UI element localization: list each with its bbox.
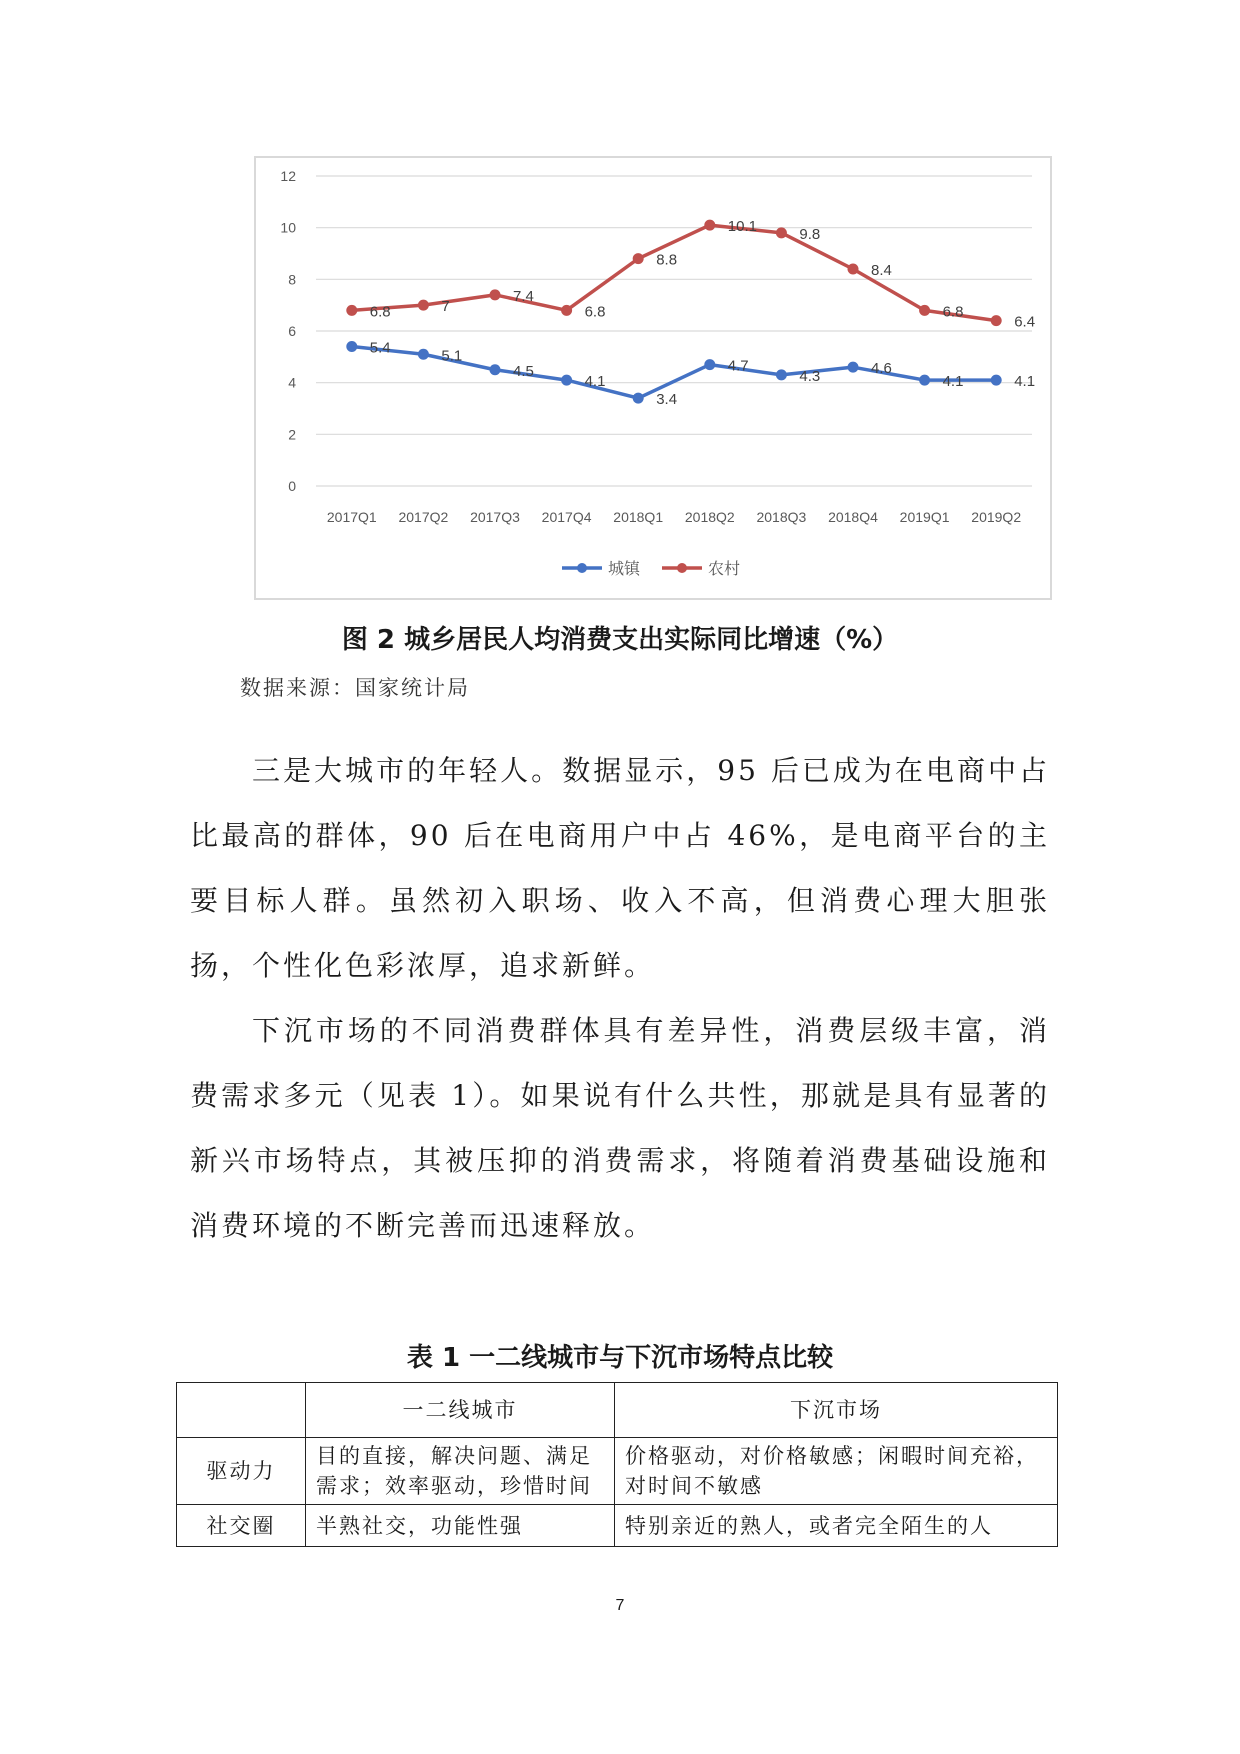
table-row <box>177 1438 1058 1505</box>
y-tick-label: 10 <box>280 219 296 236</box>
table-header-row <box>177 1383 1058 1438</box>
comparison-table <box>176 1382 1058 1547</box>
body-paragraph-2: 下沉市场的不同消费群体具有差异性，消费层级丰富，消费需求多元（见表 1）。如果说有什么共性，那就是具有显著的新兴市场特点，其被压抑的消费需求，将随着消费基础设施和消费环境的不断完善而迅速释放。 <box>190 1014 1050 1242</box>
x-tick-label: 2017Q2 <box>398 509 449 525</box>
table-row <box>177 1505 1058 1547</box>
data-label: 6.8 <box>942 303 964 321</box>
data-label: 6.8 <box>584 303 606 321</box>
table-header-cell <box>177 1383 306 1438</box>
data-label: 10.1 <box>727 218 758 236</box>
body-paragraph-1: 三是大城市的年轻人。数据显示，95 后已成为在电商中占比最高的群体，90 后在电商用户中占 46%，是电商平台的主要目标人群。虽然初入职场、收入不高，但消费心理大胆张扬，个性化色彩浓厚，追求新鲜。 <box>190 754 1050 982</box>
data-label: 4.7 <box>727 357 749 375</box>
data-label: 4.1 <box>942 373 964 391</box>
data-point <box>776 227 787 238</box>
figure-caption: 图 2 城乡居民人均消费支出实际同比增速（%） <box>341 625 899 655</box>
line-chart <box>256 158 1050 598</box>
data-point <box>919 305 930 316</box>
x-tick-label: 2017Q3 <box>470 509 520 525</box>
data-label: 4.1 <box>1014 373 1036 391</box>
y-tick-label: 6 <box>288 323 296 339</box>
data-point <box>704 220 715 231</box>
x-tick-label: 2018Q4 <box>828 509 878 525</box>
table-cell: 半熟社交，功能性强 <box>306 1505 615 1547</box>
data-label: 6.4 <box>1014 313 1036 331</box>
data-label: 3.4 <box>656 391 678 409</box>
table-caption: 表 1 一二线城市与下沉市场特点比较 <box>406 1343 834 1373</box>
data-label: 7 <box>441 298 450 316</box>
data-label: 6.8 <box>369 303 391 321</box>
data-label: 5.4 <box>369 339 391 357</box>
data-point <box>991 375 1002 386</box>
data-point <box>704 359 715 370</box>
data-point <box>561 375 572 386</box>
table-cell: 价格驱动，对价格敏感；闲暇时间充裕，对时间不敏感 <box>615 1438 1058 1505</box>
data-point <box>490 364 501 375</box>
chart-frame <box>254 156 1052 600</box>
data-label: 9.8 <box>799 225 821 243</box>
table-cell: 目的直接，解决问题、满足需求；效率驱动，珍惜时间 <box>306 1438 615 1505</box>
row-label: 社交圈 <box>177 1505 306 1547</box>
data-point <box>776 369 787 380</box>
y-tick-label: 8 <box>288 271 296 288</box>
row-label: 驱动力 <box>177 1438 306 1505</box>
table-header-cell: 一二线城市 <box>306 1383 615 1438</box>
table-cell: 特别亲近的熟人，或者完全陌生的人 <box>615 1505 1058 1547</box>
figure-source: 数据来源：国家统计局 <box>240 676 470 700</box>
data-label: 4.1 <box>584 373 606 391</box>
data-point <box>991 315 1002 326</box>
data-point <box>919 375 930 386</box>
data-point <box>848 362 859 373</box>
x-tick-label: 2017Q4 <box>541 509 592 525</box>
data-point <box>561 305 572 316</box>
legend-marker <box>577 563 587 573</box>
x-tick-label: 2017Q1 <box>326 509 377 525</box>
page-number: 7 <box>615 1597 625 1614</box>
y-tick-label: 2 <box>288 426 296 443</box>
x-tick-label: 2018Q1 <box>613 509 664 525</box>
x-tick-label: 2018Q3 <box>756 509 807 525</box>
data-label: 7.4 <box>513 287 534 305</box>
data-label: 4.3 <box>799 367 821 385</box>
data-point <box>418 349 429 360</box>
data-label: 5.1 <box>441 347 463 365</box>
x-tick-label: 2019Q1 <box>899 509 950 525</box>
data-point <box>346 305 357 316</box>
data-point <box>346 341 357 352</box>
y-tick-label: 4 <box>288 374 296 391</box>
y-tick-label: 12 <box>280 168 296 184</box>
legend-label: 农村 <box>708 559 741 578</box>
legend-label: 城镇 <box>608 559 641 578</box>
legend-marker <box>677 563 687 573</box>
data-point <box>633 253 644 264</box>
data-point <box>490 289 501 300</box>
data-point <box>418 300 429 311</box>
data-label: 4.5 <box>513 362 534 380</box>
data-label: 8.8 <box>656 251 678 269</box>
data-label: 8.4 <box>871 262 892 279</box>
x-tick-label: 2018Q2 <box>684 509 735 525</box>
data-point <box>848 264 859 275</box>
data-label: 4.6 <box>871 360 892 378</box>
x-tick-label: 2019Q2 <box>971 509 1022 525</box>
data-point <box>633 393 644 404</box>
y-tick-label: 0 <box>288 478 296 494</box>
table-header-cell: 下沉市场 <box>615 1383 1058 1438</box>
